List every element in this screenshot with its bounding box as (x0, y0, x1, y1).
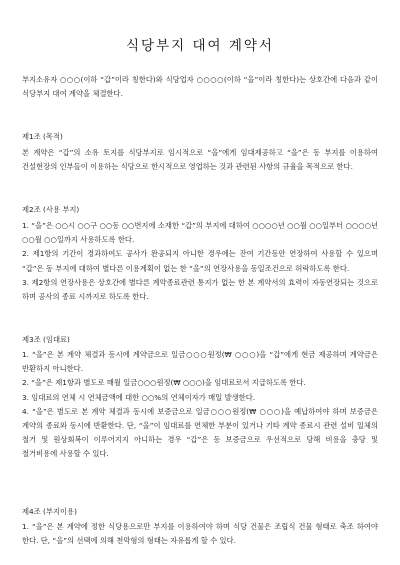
article-3-clause-4: 4. “을”은 별도로 본 계약 체결과 동시에 보증금으로 일금○○○원정(₩ ○○○)을 예납하여야 하며 보증금은 계약의 종료와 동시에 반환한다. 단, “을”이 임대료를 연체한 부분이 있거나 기타 계약 종료시 관련 설비 일체의 철거 및 원상회복이 이루어지지 아니하는 경우 “갑”은 동 보증금으로 우선적으로 당해 비용을 충당 및 철거비용에 사용할 수 있다. (22, 406, 378, 459)
article-3-heading: 제3조 (임대료) (22, 335, 70, 344)
article-4-heading: 제4조 (부지이용) (22, 507, 77, 516)
document-title: 식당부지 대여 계약서 (126, 38, 274, 54)
article-3-clause-3: 3. 임대료의 연체 시 연체금액에 대한 ○○%의 연체이자가 매일 발생한다. (22, 392, 256, 402)
article-3-clause-1: 1. “을”은 본 계약 체결과 동시에 계약금으로 일금○○○원정(₩ ○○○)을 “갑”에게 현금 제공하며 계약금은 반환하지 아니한다. (22, 350, 378, 374)
intro-paragraph: 부지소유자 ○○○(이하 “갑”이라 칭한다)와 식당업자 ○○○○(이하 “을”이라 칭한다)는 상호간에 다음과 같이 식당부지 대여 계약을 체결한다. (22, 75, 378, 99)
article-2-clause (22, 219, 378, 304)
article-1-paragraph: 본 계약은 “갑”의 소유 토지를 식당부지로 임시적으로 “을”에게 임대제공하고 “을”은 동 부지를 이용하여 건설현장의 인부들이 이용하는 식당으로 한시적으로 영업하는 것과 관련된 사항의 규율을 목적으로 한다. (22, 148, 378, 172)
article-2-clause-3: 3. 제2항의 연장사용은 상호간에 별다른 계약종료관련 통지가 없는 한 본 계약서의 효력이 자동연장되는 것으로 하며 공사의 종료 시까지로 하도록 한다. (22, 277, 378, 302)
article-2-heading: 제2조 (사용 부지) (22, 205, 80, 214)
article-4-clause-1: 1. “을”은 본 계약에 정한 식당용으로만 부지를 이용하여야 하며 식당 건물은 조립식 건물 형태로 축조 하여야 한다. 단, “을”의 선택에 의해 천막형의 형태는 자유롭게 할 수 있다. (22, 522, 378, 546)
article-3-clause-2: 2. “을”은 제1항과 별도로 매월 일금○○○원정(₩ ○○○)을 임대료로서 지급하도록 한다. (22, 378, 306, 388)
article-3-clause (22, 348, 378, 462)
article-1-heading: 제1조 (목적) (22, 132, 63, 141)
article-4-clause (22, 520, 378, 548)
article-2-clause-1: 1. “을”은 ○○시 ○○구 ○○동 ○○번지에 소재한 “갑”의 부지에 대하여 ○○○○년 ○○월 ○○일부터 ○○○○년 ○○월 ○○일까지 사용하도록 한다. (22, 221, 378, 245)
article-2-clause-2: 2. 제1항의 기간이 경과하여도 공사가 완공되지 아니한 경우에는 잔여 기간동안 연장하여 사용할 수 있으며 “갑”은 동 부지에 대하여 별다른 이용계획이 없는 한 “을”의 연장사용을 동일조건으로 허락하도록 한다. (22, 249, 378, 273)
